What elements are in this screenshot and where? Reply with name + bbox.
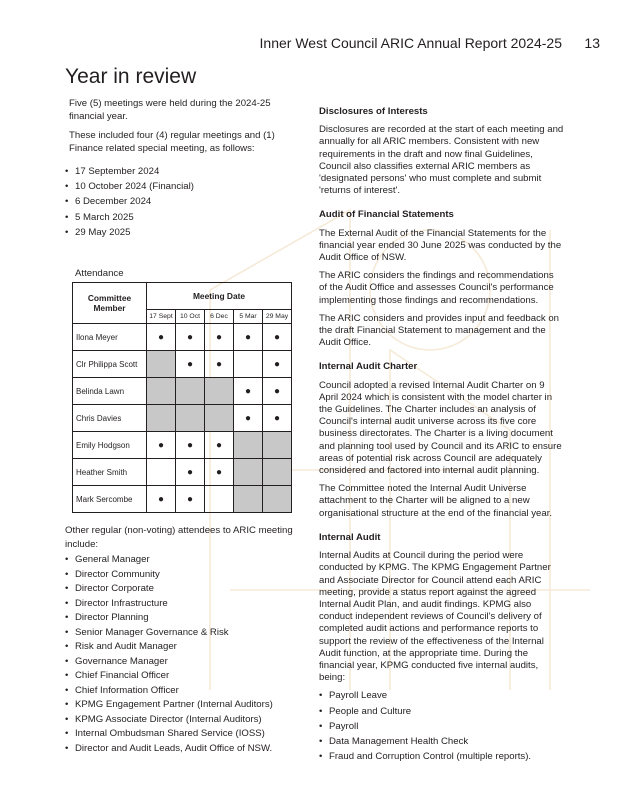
member-name: Emily Hodgson xyxy=(73,432,147,459)
attended-mark: ● xyxy=(205,351,234,378)
table-row xyxy=(73,378,292,405)
other-attendees-list xyxy=(65,553,295,756)
not-applicable-cell xyxy=(147,351,176,378)
page-header xyxy=(259,35,600,51)
disclosures-heading: Disclosures of Interests xyxy=(319,106,428,117)
not-applicable-cell xyxy=(147,405,176,432)
audit-fs-text-3: The ARIC considers and provides input and feedback on the draft Financial Statement to management and the Audit Office. xyxy=(319,312,559,349)
other-attendees-section xyxy=(65,524,295,756)
list-item: • 17 September 2024 xyxy=(65,165,295,178)
list-item: • Director Infrastructure xyxy=(65,597,295,611)
audit-fs-heading: Audit of Financial Statements xyxy=(319,209,454,221)
table-row xyxy=(73,405,292,432)
not-applicable-cell xyxy=(234,432,263,459)
attendance-table xyxy=(72,282,292,513)
date-header: 5 Mar xyxy=(234,310,263,324)
list-item: • 5 March 2025 xyxy=(65,211,295,224)
member-name: Ilona Meyer xyxy=(73,324,147,351)
attended-mark: ● xyxy=(176,432,205,459)
absent-cell xyxy=(234,351,263,378)
internal-audit-heading: Internal Audit xyxy=(319,531,381,543)
date-header: 29 May xyxy=(263,310,292,324)
list-item: • 29 May 2025 xyxy=(65,226,295,239)
list-item: • Director Community xyxy=(65,568,295,582)
meetings-intro-text: Five (5) meetings were held during the 2024-25 financial year. xyxy=(69,98,271,122)
not-applicable-cell xyxy=(147,378,176,405)
list-item: • Chief Information Officer xyxy=(65,684,295,698)
member-name: Chris Davies xyxy=(73,405,147,432)
attended-mark: ● xyxy=(176,459,205,486)
page-title: Year in review xyxy=(65,65,197,88)
list-item: • Governance Manager xyxy=(65,655,295,669)
attended-mark: ● xyxy=(263,405,292,432)
not-applicable-cell xyxy=(205,405,234,432)
table-row xyxy=(73,324,292,351)
attended-mark: ● xyxy=(234,405,263,432)
attended-mark: ● xyxy=(234,324,263,351)
member-name: Clr Philippa Scott xyxy=(73,351,147,378)
list-item: • KPMG Associate Director (Internal Auditors) xyxy=(65,713,295,727)
attended-mark: ● xyxy=(263,324,292,351)
member-name: Heather Smith xyxy=(73,459,147,486)
member-name: Belinda Lawn xyxy=(73,378,147,405)
attended-mark: ● xyxy=(205,324,234,351)
list-item: • General Manager xyxy=(65,553,295,567)
attended-mark: ● xyxy=(263,351,292,378)
not-applicable-cell xyxy=(263,486,292,513)
list-item: • Chief Financial Officer xyxy=(65,669,295,683)
not-applicable-cell xyxy=(263,459,292,486)
list-item: • Director and Audit Leads, Audit Office of NSW. xyxy=(65,742,295,756)
list-item: • Senior Manager Governance & Risk xyxy=(65,626,295,640)
list-item: • Payroll xyxy=(319,721,564,733)
attended-mark: ● xyxy=(147,432,176,459)
table-row xyxy=(73,351,292,378)
table-row xyxy=(73,432,292,459)
attended-mark: ● xyxy=(263,378,292,405)
attended-mark: ● xyxy=(176,324,205,351)
table-row xyxy=(73,486,292,513)
table-header-row xyxy=(73,283,292,310)
not-applicable-cell xyxy=(205,378,234,405)
list-item: • Director Corporate xyxy=(65,582,295,596)
not-applicable-cell xyxy=(176,378,205,405)
attended-mark: ● xyxy=(176,351,205,378)
absent-cell xyxy=(205,486,234,513)
date-header: 17 Sept xyxy=(147,310,176,324)
list-item: • KPMG Engagement Partner (Internal Auditors) xyxy=(65,698,295,712)
charter-heading: Internal Audit Charter xyxy=(319,361,418,373)
meetings-section xyxy=(65,97,295,241)
absent-cell xyxy=(147,459,176,486)
attendance-body xyxy=(73,324,292,513)
list-item: • Fraud and Corruption Control (multiple reports). xyxy=(319,751,564,763)
internal-audit-text: Internal Audits at Council during the period were conducted by KPMG. The KPMG Engagement Partner and Associate Director for Council attend each ARIC meeting, provide a status report against the agreed Internal Audit Plan, and audit findings. KPMG also conduct independent reviews of Council's delivery of completed audit actions and performance reports to support the review of the effectiveness of the Internal Audit function, at the appropriate time. During the financial year, KPMG conducted five internal audits, being: xyxy=(319,550,551,684)
attended-mark: ● xyxy=(147,486,176,513)
charter-text-2: The Committee noted the Internal Audit Universe attachment to the Charter will be aligned to a new organisational structure at the end of the financial year. xyxy=(319,483,553,519)
page-number: 13 xyxy=(584,35,600,51)
list-item: • People and Culture xyxy=(319,706,564,718)
list-item: • Data Management Health Check xyxy=(319,736,564,748)
not-applicable-cell xyxy=(263,432,292,459)
date-column-header: Meeting Date xyxy=(147,283,292,310)
member-name: Mark Sercombe xyxy=(73,486,147,513)
disclosures-text: Disclosures are recorded at the start of each meeting and annually for all ARIC members. Consistent with new requirements in the draft and now final Guidelines, Council also classifies external ARIC members as 'designated persons' who must complete and submit 'returns of interest'. xyxy=(319,124,564,197)
attended-mark: ● xyxy=(176,486,205,513)
attended-mark: ● xyxy=(234,378,263,405)
attended-mark: ● xyxy=(205,432,234,459)
date-header: 10 Oct xyxy=(176,310,205,324)
internal-audits-list xyxy=(319,690,564,763)
list-item: • 6 December 2024 xyxy=(65,195,295,208)
not-applicable-cell xyxy=(176,405,205,432)
attendance-label: Attendance xyxy=(75,268,124,279)
list-item: • Director Planning xyxy=(65,611,295,625)
meeting-dates-list xyxy=(65,165,295,239)
list-item: • Internal Ombudsman Shared Service (IOSS) xyxy=(65,727,295,741)
attended-mark: ● xyxy=(205,459,234,486)
meetings-detail-text: These included four (4) regular meetings and (1) Finance related special meeting, as follows: xyxy=(69,130,275,154)
list-item: • 10 October 2024 (Financial) xyxy=(65,180,295,193)
other-attendees-intro: Other regular (non-voting) attendees to ARIC meeting include: xyxy=(65,525,293,550)
attended-mark: ● xyxy=(147,324,176,351)
report-title: Inner West Council ARIC Annual Report 2024-25 xyxy=(259,35,562,51)
list-item: • Risk and Audit Manager xyxy=(65,640,295,654)
table-row xyxy=(73,459,292,486)
charter-text-1: Council adopted a revised Internal Audit Charter on 9 April 2024 which is consistent with the model charter in the Guidelines. The Charter includes an analysis of Council's internal audit universe across its five core business directorates. The Charter is a living document and planning tool used by Council and its ARIC to ensure areas of potential risk across Council are adequately considered and factored into internal audit planning. xyxy=(319,379,562,477)
audit-fs-text-1: The External Audit of the Financial Statements for the financial year ended 30 June 2025 was conducted by the Audit Office of NSW. xyxy=(319,227,562,264)
audit-fs-text-2: The ARIC considers the findings and recommendations of the Audit Office and assesses Council's performance implementing those findings and recommendations. xyxy=(319,270,554,306)
date-header: 6 Dec xyxy=(205,310,234,324)
right-column xyxy=(319,106,564,766)
not-applicable-cell xyxy=(234,486,263,513)
list-item: • Payroll Leave xyxy=(319,690,564,702)
not-applicable-cell xyxy=(234,459,263,486)
member-column-header: Committee Member xyxy=(73,283,147,324)
